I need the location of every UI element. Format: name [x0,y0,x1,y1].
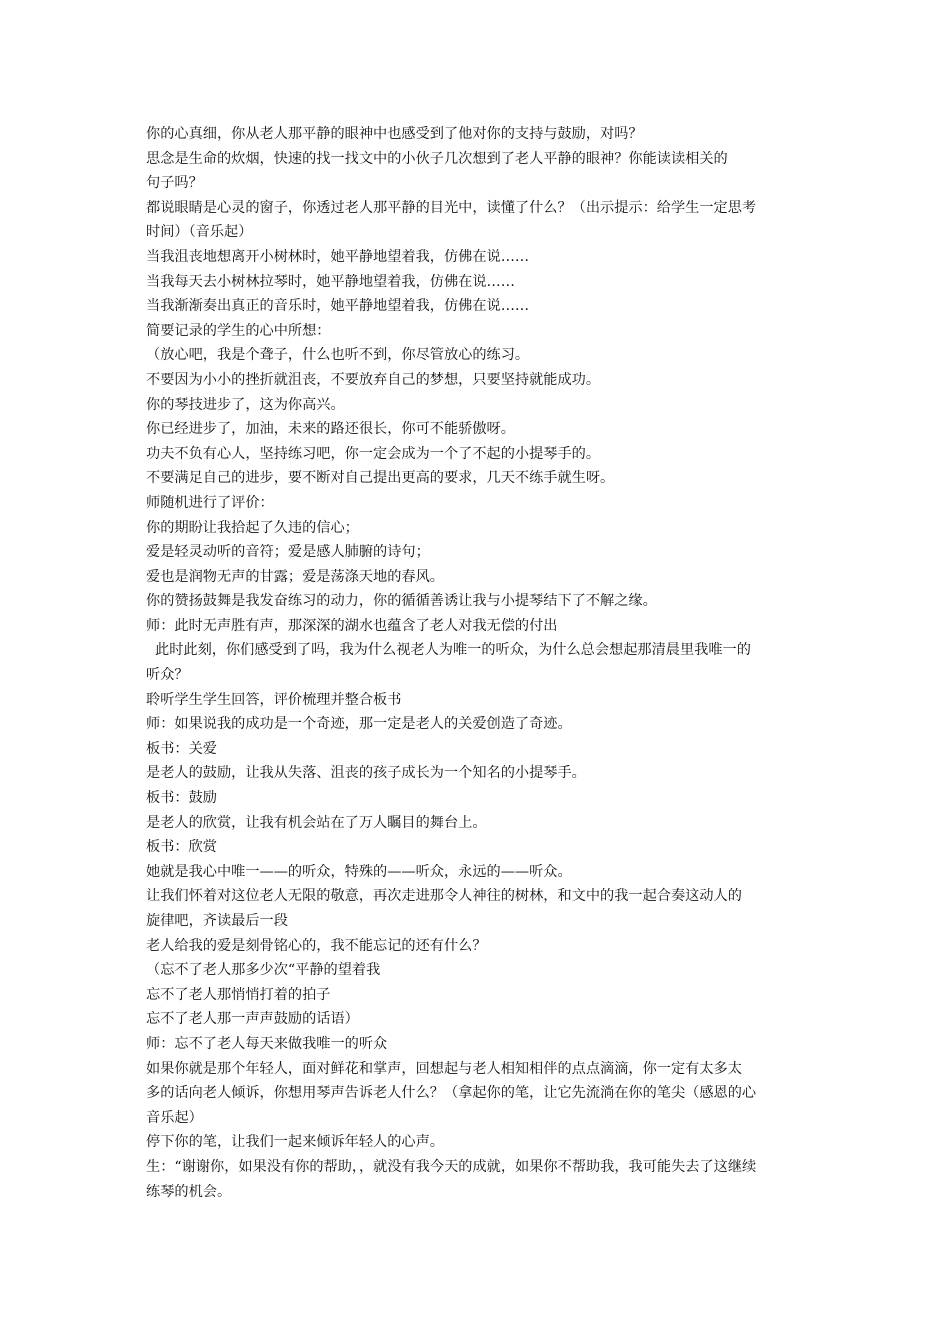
text-line: 师：如果说我的成功是一个奇迹，那一定是老人的关爱创造了奇迹。 [146,716,572,733]
text-line: 你的赞扬鼓舞是我发奋练习的动力，你的循循善诱让我与小提琴结下了不解之缘。 [146,593,657,610]
text-line: 你的心真细，你从老人那平静的眼神中也感受到了他对你的支持与鼓励，对吗？ [146,126,643,142]
document-body [146,122,814,1204]
text-line: 简要记录的学生的心中所想： [146,322,331,339]
text-line: 板书：鼓励 [146,790,217,807]
text-line: 老人给我的爱是刻骨铭心的，我不能忘记的还有什么？ [146,937,487,954]
text-line: 当我每天去小树林拉琴时，她平静地望着我，仿佛在说…… [146,273,515,290]
text-line: 多的话向老人倾诉，你想用琴声告诉老人什么？（拿起你的笔，让它先流淌在你的笔尖（感恩的心 [146,1085,757,1102]
text-line: 不要满足自己的进步，要不断对自己提出更高的要求，几天不练手就生呀。 [146,470,615,487]
text-line: 师：此时无声胜有声，那深深的湖水也蕴含了老人对我无偿的付出 [146,617,558,634]
text-line: 都说眼睛是心灵的窗子，你透过老人那平静的目光中，读懂了什么？（出示提示：给学生一定思考 [146,199,757,216]
text-line: 你的琴技进步了，这为你高兴。 [146,396,345,413]
text-line: 生：“谢谢你，如果没有你的帮助，，就没有我今天的成就，如果你不帮助我，我可能失去了这继续 [146,1158,757,1175]
text-line: 思念是生命的炊烟，快速的找一找文中的小伙子几次想到了老人平静的眼神？你能读读相关的 [146,150,728,167]
text-line: 她就是我心中唯一——的听众，特殊的——听众，永远的——听众。 [146,863,572,880]
text-line: 爱是轻灵动听的音符；爱是感人肺腑的诗句； [146,544,430,561]
text-line: 不要因为小小的挫折就沮丧，不要放弃自己的梦想，只要坚持就能成功。 [146,371,601,388]
text-line: 音乐起） [146,1109,203,1126]
text-line: 功夫不负有心人，坚持练习吧，你一定会成为一个了不起的小提琴手的。 [146,445,601,462]
text-line: 是老人的欣赏，让我有机会站在了万人瞩目的舞台上。 [146,814,487,831]
text-line: 你的期盼让我拾起了久违的信心； [146,519,359,536]
text-line: 忘不了老人那一声声鼓励的话语） [146,1011,359,1028]
text-line: 你已经进步了，加油，未来的路还很长，你可不能骄傲呀。 [146,421,515,438]
text-line: 板书：欣赏 [146,839,217,856]
text-line: 是老人的鼓励，让我从失落、沮丧的孩子成长为一个知名的小提琴手。 [146,765,586,782]
text-line: 时间）（音乐起） [146,224,253,241]
text-line: 停下你的笔，让我们一起来倾诉年轻人的心声。 [146,1134,444,1151]
text-line: 板书：关爱 [146,740,217,757]
text-line: 当我渐渐奏出真正的音乐时，她平静地望着我，仿佛在说…… [146,298,530,315]
text-line: 聆听学生学生回答，评价梳理并整合板书 [146,691,402,708]
text-line: 爱也是润物无声的甘露；爱是荡涤天地的春风。 [146,568,444,585]
text-line: 忘不了老人那悄悄打着的拍子 [146,986,331,1003]
text-line: （放心吧，我是个聋子，什么也听不到，你尽管放心的练习。 [146,347,530,364]
text-line: （忘不了老人那多少次“平静的望着我 [146,962,381,979]
text-line: 旋律吧，齐读最后一段 [146,913,288,929]
text-line: 如果你就是那个年轻人，面对鲜花和掌声，回想起与老人相知相伴的点点滴滴，你一定有太多太 [146,1060,742,1077]
text-line: 听众？ [146,667,189,684]
text-line: 此时此刻，你们感受到了吗，我为什么视老人为唯一的听众，为什么总会想起那清晨里我唯一的 [146,642,751,659]
text-line: 句子吗？ [146,175,203,192]
text-line: 让我们怀着对这位老人无限的敬意，再次走进那令人神往的树林，和文中的我一起合奏这动人的 [146,888,742,905]
text-line: 练琴的机会。 [146,1183,232,1200]
text-line: 当我沮丧地想离开小树林时，她平静地望着我，仿佛在说…… [146,248,530,265]
text-line: 师：忘不了老人每天来做我唯一的听众 [146,1035,388,1052]
text-line: 师随机进行了评价： [146,494,274,511]
